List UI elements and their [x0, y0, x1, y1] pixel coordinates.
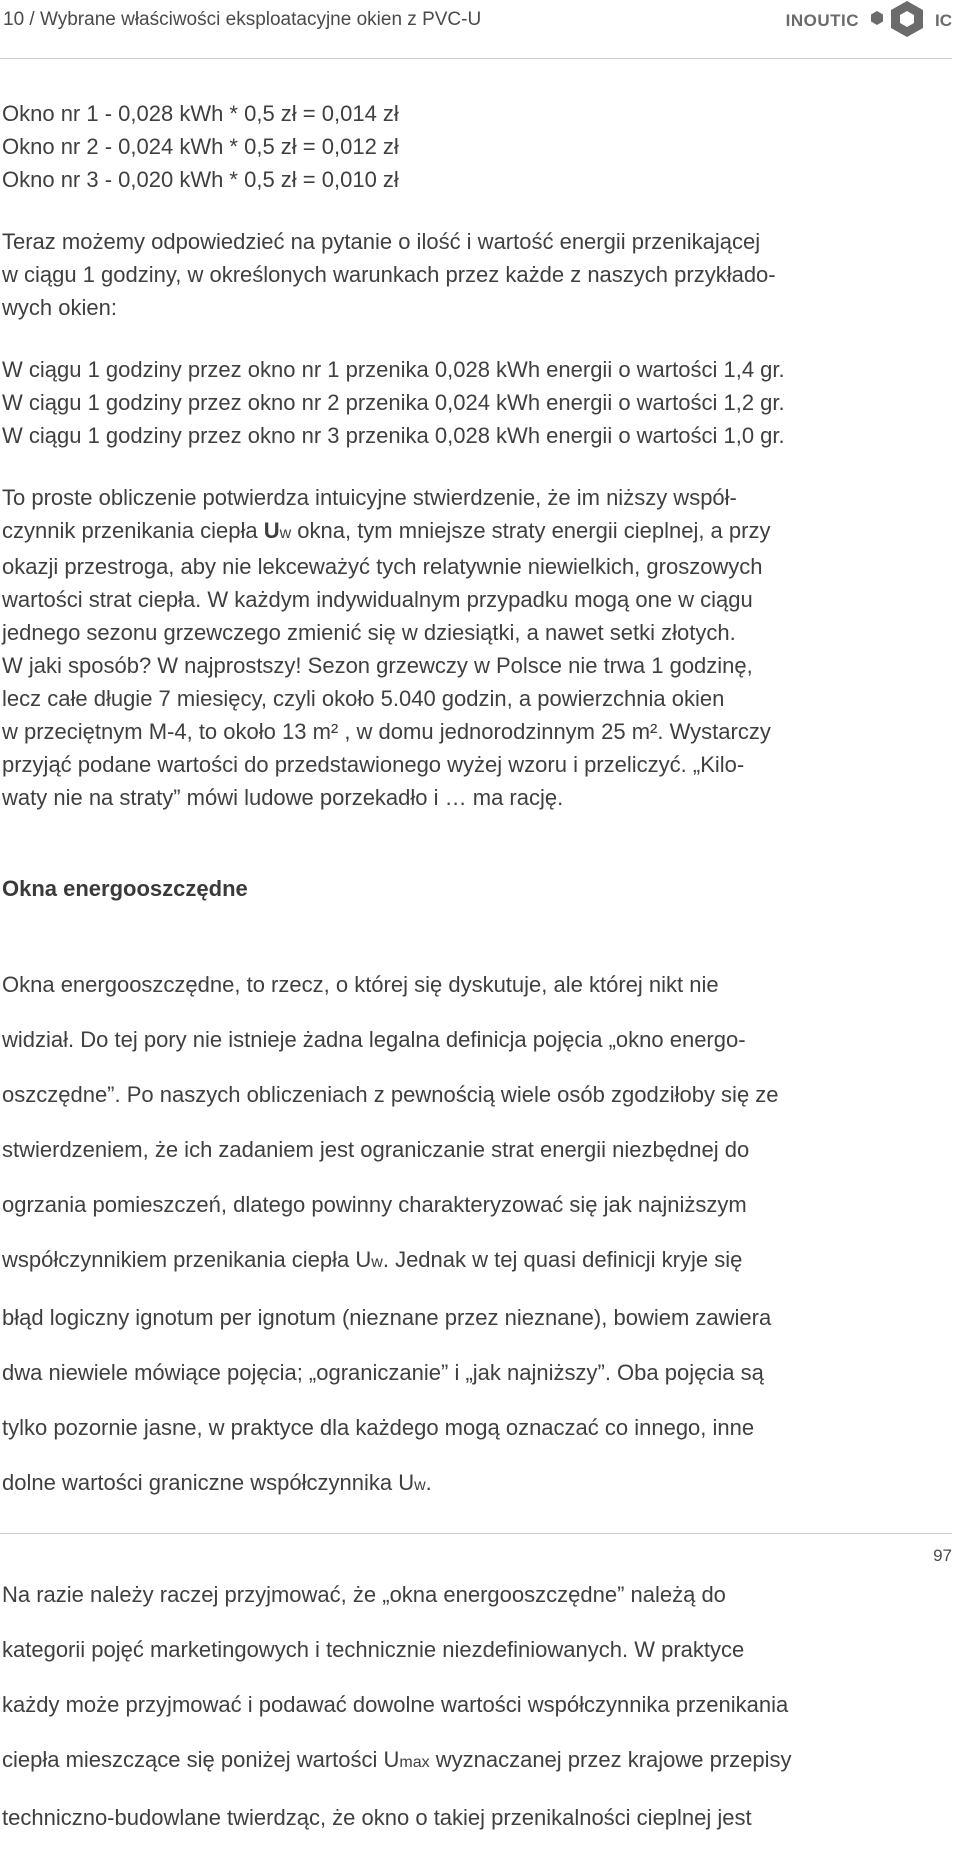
paragraph-3	[2, 1578, 952, 1834]
cost-line: Okno nr 3 - 0,020 kWh * 0,5 zł = 0,010 zł	[2, 167, 399, 192]
text-line: wartości strat ciepła. W każdym indywidualnym przypadku mogą one w ciągu	[2, 587, 753, 612]
text-span: .	[425, 1470, 432, 1495]
inoutic-logo	[786, 2, 952, 40]
subscript: w	[414, 1477, 426, 1494]
text-span: wyznaczanej przez krajowe przepisy	[429, 1747, 792, 1772]
symbol-u: U	[263, 518, 280, 543]
text-line: widział. Do tej pory nie istnieje żadna legalna definicja pojęcia „okno energo-	[2, 1027, 746, 1052]
text-span: . Jednak w tej quasi definicji kryje się	[382, 1247, 743, 1272]
running-title: 10 / Wybrane właściwości eksploatacyjne okien z PVC-U	[3, 9, 482, 30]
header-divider	[0, 58, 952, 59]
logo-suffix: IC	[935, 11, 952, 30]
text-line	[2, 1743, 952, 1779]
text-line	[2, 514, 952, 550]
subscript: w	[279, 525, 292, 542]
text-line: dwa niewiele mówiące pojęcia; „ograniczanie” i „jak najniższy”. Oba pojęcia są	[2, 1360, 764, 1385]
intro-line: wych okien:	[2, 295, 117, 320]
text-line: techniczno-budowlane twierdząc, że okno o takiej przenikalności cieplnej jest	[2, 1805, 752, 1830]
text-line: w przeciętnym M-4, to około 13 m² , w domu jednorodzinnym 25 m². Wystarczy	[2, 719, 771, 744]
page-header	[0, 0, 960, 58]
paragraph-1	[2, 481, 952, 814]
text-line: kategorii pojęć marketingowych i technicznie niezdefiniowanych. W praktyce	[2, 1637, 745, 1662]
text-line: błąd logiczny ignotum per ignotum (nieznane przez nieznane), bowiem zawiera	[2, 1305, 772, 1330]
text-line: waty nie na straty” mówi ludowe porzekadło i … ma rację.	[2, 785, 564, 810]
logo-text: INOUTIC	[785, 11, 859, 30]
text-span: czynnik przenikania ciepła	[2, 518, 264, 543]
text-line: To proste obliczenie potwierdza intuicyjne stwierdzenie, że im niższy współ-	[2, 485, 737, 510]
result-line: W ciągu 1 godziny przez okno nr 3 przenika 0,028 kWh energii o wartości 1,0 gr.	[2, 423, 785, 448]
text-line	[2, 1243, 952, 1279]
intro-line: Teraz możemy odpowiedzieć na pytanie o ilość i wartość energii przenikającej	[2, 229, 761, 254]
text-span: współczynnikiem przenikania ciepła U	[2, 1247, 372, 1272]
cost-line: Okno nr 2 - 0,024 kWh * 0,5 zł = 0,012 zł	[2, 134, 399, 159]
text-line: oszczędne”. Po naszych obliczeniach z pewnością wiele osób zgodziłoby się ze	[2, 1082, 779, 1107]
text-line: Okna energooszczędne, to rzecz, o której się dyskutuje, ale której nikt nie	[2, 972, 719, 997]
text-line: tylko pozornie jasne, w praktyce dla każdego mogą oznaczać co innego, inne	[2, 1415, 755, 1440]
subscript: max	[399, 1754, 430, 1771]
main-content	[2, 97, 952, 814]
section-heading: Okna energooszczędne	[2, 876, 248, 901]
text-line: jednego sezonu grzewczego zmienić się w dziesiątki, a nawet setki złotych.	[2, 620, 736, 645]
text-line: każdy może przyjmować i podawać dowolne wartości współczynnika przenikania	[2, 1692, 789, 1717]
text-line	[2, 1466, 952, 1502]
section-content	[2, 946, 952, 1856]
cost-line: Okno nr 1 - 0,028 kWh * 0,5 zł = 0,014 zł	[2, 101, 399, 126]
text-span: ciepła mieszczące się poniżej wartości U	[2, 1747, 400, 1772]
text-span: okna, tym mniejsze straty energii cieplnej, a przy	[291, 518, 771, 543]
text-line: ogrzania pomieszczeń, dlatego powinny charakteryzować się jak najniższym	[2, 1192, 747, 1217]
paragraph-2	[2, 968, 952, 1502]
text-line: okazji przestroga, aby nie lekceważyć tych relatywnie niewielkich, groszowych	[2, 554, 763, 579]
page-number: 97	[933, 1546, 952, 1565]
text-line: lecz całe długie 7 miesięcy, czyli około 5.040 godzin, a powierzchnia okien	[2, 686, 725, 711]
text-line: stwierdzeniem, że ich zadaniem jest ograniczanie strat energii niezbędnej do	[2, 1137, 750, 1162]
intro-line: w ciągu 1 godziny, w określonych warunkach przez każde z naszych przykłado-	[2, 262, 776, 287]
result-line: W ciągu 1 godziny przez okno nr 1 przenika 0,028 kWh energii o wartości 1,4 gr.	[2, 357, 785, 382]
text-span: dolne wartości graniczne współczynnika U	[2, 1470, 415, 1495]
subscript: w	[371, 1254, 383, 1271]
footer-divider	[0, 1533, 952, 1534]
text-line: W jaki sposób? W najprostszy! Sezon grzewczy w Polsce nie trwa 1 godzinę,	[2, 653, 753, 678]
result-line: W ciągu 1 godziny przez okno nr 2 przenika 0,024 kWh energii o wartości 1,2 gr.	[2, 390, 785, 415]
hexagon-logo-icon	[867, 0, 933, 44]
text-line: Na razie należy raczej przyjmować, że „okna energooszczędne” należą do	[2, 1582, 726, 1607]
text-line: przyjąć podane wartości do przedstawionego wyżej wzoru i przeliczyć. „Kilo-	[2, 752, 745, 777]
